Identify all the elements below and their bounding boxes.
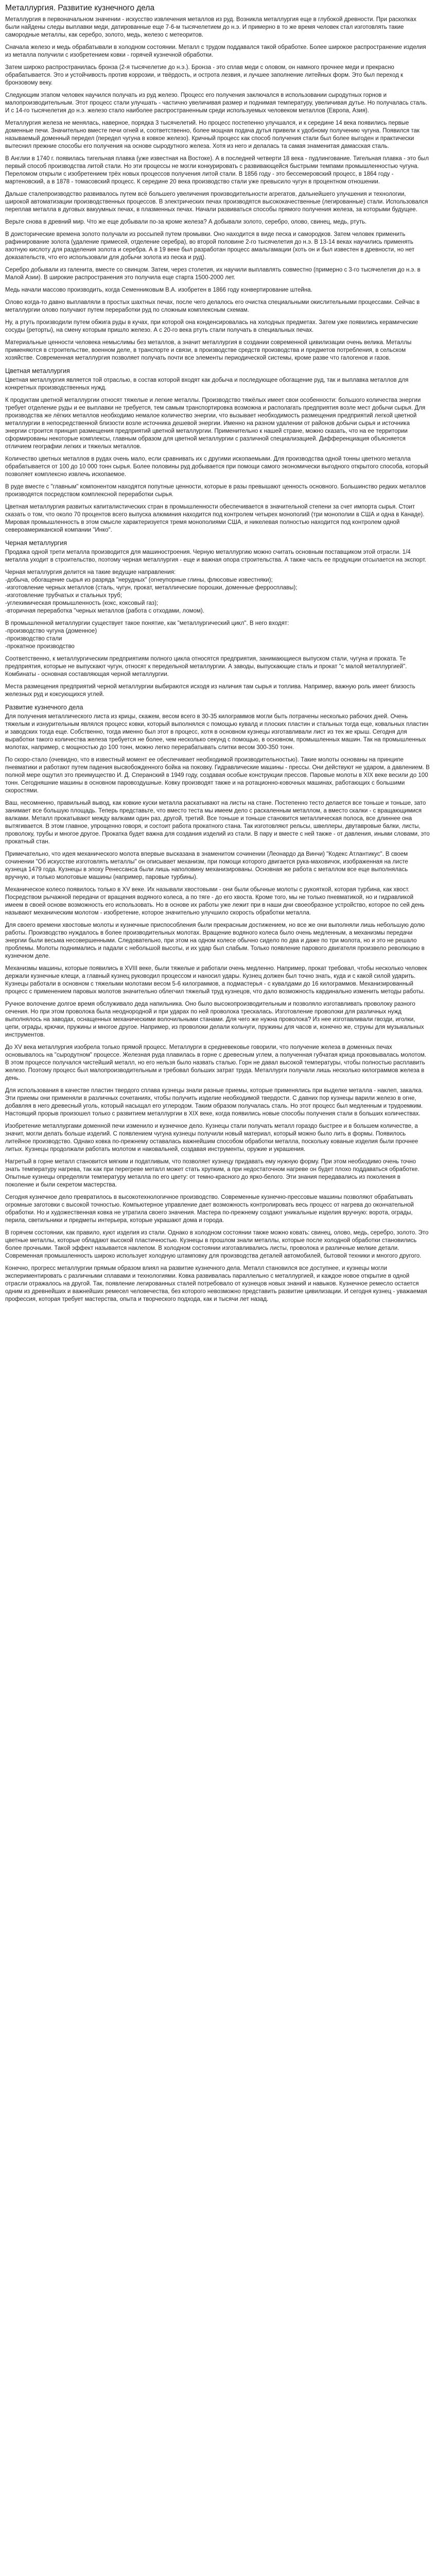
paragraph: Нагретый в горне металл становится мягким и податливым, что позволяет кузнецу придавать ему нужную форму. При этом необходимо очень точно знать температуру нагрева, так как при перегреве металл может стать хрупким, а при недостаточном нагреве он будет плохо поддаваться обработке. Опытные кузнецы определяли температуру металла по его цвету: от темно-красного до ярко-белого. Эти знания передавались из поколения в поколение и были секретом мастерства. — [5, 1159, 420, 1188]
paragraph: До XV века металлургия изобрела только прямой процесс. Металлурги в средневековье говорили, что получение железа в доменных печах основывалось на "сыродутном" процессе. Железная руда плавилась в горне с древесным углем, а полученная губчатая крица проковывалась молотом. В этом процессе получался чистейший металл, но его нельзя было назвать сталью. Горн не давал высокой температуры, чтобы полностью расплавить железо. Поэтому процесс был малопроизводительным и требовал больших затрат труда. Металлурги получали лишь несколько килограммов железа в день. — [5, 1044, 426, 1081]
paragraph: Конечно, прогресс металлургии прямым образом влиял на развитие кузнечного дела. Металл становился все доступнее, и кузнецы могли экспериментировать с различными сплавами и технологиями. Ковка развивалась параллельно с металлургией, и каждое новое открытие в одной отрасли отражалось на другой. Так, появление легированных сталей потребовало от кузнецов новых знаний и навыков. Кузнечное ремесло остается одним из древнейших и важнейших ремесел человечества, без которого невозможно представить развитие цивилизации. И сегодня кузнец - уважаемая профессия, которая требует мастерства, опыта и творческого подхода, как и тысячи лет назад. — [5, 1265, 427, 1302]
paragraph: Ваш, несомненно, правильный вывод, как ковкие куски металла раскатывают на листы на стане. Постепенно тесто делается все тоньше и тоньше, зато занимает все большую площадь. Теперь представьте, что вместо теста мы имеем дело с раскаленным металлом, а вместо скалки - с вращающимися валками. Металл прокатывают между валками один раз, другой, третий. Все тоньше и тоньше становится металлическая полоса, все длиннее она вытягивается. В этом главное, упрощенно говоря, и состоит работа прокатного стана. Так изготовляют рельсы, швеллеры, двутавровые балки, листы, проволоку, трубы и многое другое. Прокатка будет важна для создания изделий из стали. В пару и вместе с ней также - от давления, иными словами, это прокатный стан. — [5, 800, 430, 845]
paragraph: Затем широко распространилась бронза (2-я тысячелетие до н.э.). Бронза - это сплав меди с оловом, он намного прочнее меди и прекрасно обрабатывается. Это и устойчивость против коррозии, и твёрдость, и острота лезвия, и лучшее заполнение литейных форм. Это был переход к бронзовому веку. — [5, 64, 404, 86]
section-heading: Развитие кузнечного дела — [5, 704, 83, 711]
section-heading: Цветная металлургия — [5, 367, 70, 375]
paragraph: Механическое колесо появилось только в XV веке. Их называли хвостовыми - они были обычные молоты с рукояткой, которая турбина, как хвост. Посредством рычажной передачи от вращения водяного колеса, а по тяге - до его хвоста. Кроме того, мы не только пневматикой, но и гидравликой имеем в своей основе возможность его использовать. Но в основе их работы уже лежит при в наши дни своеобразное устройство, которое по сей день называют механическим молотом - изобретение, которое значительно улучшило скорость обработки металла. — [5, 887, 425, 916]
paragraph: В Англии в 1740 г. появилась тигельная плавка (уже известная на Востоке). А в последней четверти 18 века - пудлингование. Тигельная плавка - это был первый способ производства литой стали. Но эти процессы не могли конкурировать с развивающейся быстрыми темпами промышленностью чугуна. Переломом открыли с изобретением трёх новых процессов получения литой стали. В 1856 году - это бессемеровский процесс, в 1864 году - мартеновский, а в 1878 - томасовский процесс. К середине 20 века производство стали уже превысило чугун в процентном отношении. — [5, 156, 429, 185]
paragraph: В промышленной металлургии существует такое понятие, как "металлургический цикл". В него входят: -производство чугуна (доменное) -производство стали -прокатное производство — [5, 620, 289, 650]
paragraph: Цветная металлургия развитых капиталистических стран в промышленности обеспечивается в значительной степени за счет импорта сырья. Стоит сказать о том, что около 70 процентов всего выпуска алюминия находится под контролем четырех монополий (три монополии в США и одна в Канаде). Мировая промышленность в этом смысле характеризуется тремя монополиями США, и никелевая полностью находится под контролем одной североамериканской компании "Инко". — [5, 504, 425, 533]
paragraph: Дальше сталепроизводство развивалось путем всё большего увеличения производительности агрегатов, дальнейшего улучшения и технологии, широкой автоматизации производственных процессов. В электрических печах производятся высококачественные (легированные) стали. Использовался переплав металла в дуговых вакуумных печах, в плазменных печах. Начали развиваться способы прямого получения железа, за которыми будущее. — [5, 191, 428, 213]
paragraph: Серебро добывали из галенита, вместе со свинцом. Затем, через столетия, их научили выплавлять совместно (примерно с 3-го тысячелетия до н.э. в Малой Азии). В широкие распространения это получила еще старта 1500-2000 лет. — [5, 267, 421, 281]
paragraph: Сегодня кузнечное дело превратилось в высокотехнологичное производство. Современные кузнечно-прессовые машины позволяют обрабатывать огромные заготовки с высокой точностью. Компьютерное управление дает возможность контролировать весь процесс от нагрева до окончательной обработки. Но и художественная ковка не утратила своего значения. Мастера по-прежнему создают уникальные изделия вручную: ворота, ограды, перила, светильники и предметы интерьера, которые украшают дома и города. — [5, 1194, 414, 1224]
paragraph: Медь начали массово производить, когда Семенниковым В.А. изобретен в 1866 году конвертирование штейна. — [5, 287, 312, 293]
paragraph: Олово когда-то давно выплавляли в простых шахтных печах, после чего делалось его очистка специальными окислительными процессами. Сейчас в металлургии олово получают путем переработки руд по сложным комплексным схемам. — [5, 299, 420, 313]
paragraph: Следующим этапом человек научился получать из руд железо. Процесс его получения заключался в использовании сыродутных горнов и малопроизводительным. Этот процесс стали улучшать - частично увеличивая размер и поднимая температуру, увеличивая дутье. Но получалась сталь. И с 14-го тысячелетия до н.э. железо стало наиболее распространенным среди используемых человеком металлов (Европа, Азия). — [5, 92, 427, 114]
paragraph: Сначала железо и медь обрабатывали в холодном состоянии. Металл с трудом поддавался такой обработке. Более широкое распространение изделия из металла получили с изобретением ковки - горячей кузнечной обработки. — [5, 44, 426, 58]
paragraph: Для своего времени хвостовые молоты и кузнечные приспособления были прекрасным достижением, но все же они выполняли лишь небольшую долю работы. Производство нуждалось в более производительных молотах. Вращение водяного колеса было очень медленным, а механизмы передачи энергии были весьма несовершенными. Следовательно, при этом на одном колесе обычно сидело по два и даже по три молота, но и это не решало проблемы. Молоты поднимались и падали с небольшой высоты, и их удар был слабым. Только появление парового двигателя произвело революцию в кузнечном деле. — [5, 922, 425, 959]
paragraph: К продуктам цветной металлургии относят тяжелые и легкие металлы. Производство тяжёлых имеет свои особенности: большого количества энергии требует отделение руды и ее выплавки не требуется, тем самым транспортировка возможна и располагать предприятия возле мест добычи сырья. Для производства же лёгких металлов необходимо немалое количество энергии, что вызывает необходимость размещения предприятий легкой цветной металлургии в непосредственной близости возле источника дешевой энергии. Именно на разном удалении от районов добычи сырья и источника энергии строится принцип размещения предприятий цветной металлургии. Применительно к нашей стране, можно сказать, что на ее территории сформированы некоторые комплексы, главным образом для цветной металлургии с различной специализацией. Дифференциация объясняется отличием географии легких и тяжелых металлов. — [5, 397, 426, 450]
paragraph: В доисторические времена золото получали из россыпей путем промывки. Оно находится в виде песка и самородков. Затем человек применить рафинирование золота (удаление примесей, отделение серебра), во второй половине 2-го тысячелетия до н.э. В 13-14 веках научились применять азотную кислоту для разделения золота и серебра. А в 19 веке был разработан процесс амальгамации (хоть он и был известен в древности, но нет доказательств, что его использовали для добычи золота из песка и руд). — [5, 231, 415, 261]
paragraph: Ну, а ртуть производили путем обжига руды в кучах, при которой она конденсировалась на холодных предметах. Затем уже появились керамические сосуды (реторты), на смену которым пришло железо. А с 20-го века ртуть стали получать в специальных печах. — [5, 319, 418, 333]
paragraph: Продажа одной трети металла производится для машиностроения. Черную металлургию можно считать основным поставщиком этой отрасли. 1/4 металла уходит в строительство, поэтому черная металлургия - еще и важная опора строительства. А также часть ее продукции отсылается на экспорт. — [5, 549, 427, 563]
paragraph: Примечательно, что идея механического молота впервые высказана в знаменитом сочинении (Леонардо да Винчи) "Кодекс Атлантикус". В своем сочинении "Об искусстве изготовлять металлы" он описывает механизм, при помощи которого двигается рука-маховичок, изображенная на листе кузнеца 1479 года. Кузнецы в эпоху Ренессанса были лишь наполовину механизированы. Основная же работа с металлом все еще выполнялась вручную, и только молотовые машины (например, паровые турбины). — [5, 851, 408, 880]
paragraph: Количество цветных металлов в рудах очень мало, если сравнивать их с другими ископаемыми. Для производства одной тонны цветного металла обрабатывается от 100 до 10 000 тонн сырья. Более половины руд добывается при помощи самого экономически выгодного открытого способа, который позволяет комплексно извлечь ископаемое. — [5, 456, 428, 478]
paragraph: Металлургия в первоначальном значении - искусство извлечения металлов из руд. Возникла металлургия еще в глубокой древности. При раскопках были найдены следы выплавки меди, датированные еще 7-6-м тысячелетием до н.э. И примерно в то же время человек стал изготовлять такие самородные металлы, как серебро, золото, медь, железо с метеоритов. — [5, 16, 416, 38]
page-title: Металлургия. Развитие кузнечного дела — [5, 4, 155, 12]
paragraph: По скоро-стало (очевидно, что в известный момент ее обеспечивает необходимой производительностью). Такие молоты основаны на принципе пневматики и работают путем падения высвобожденного бойка на поковку. Гидравлические машины - прессы. Они действуют не ударом, а давлением. В полной мере ощутил это преимущество И. Д. Сперанский в 1949 году, создавая особые конструкции прессов. Паровые молоты в XIX веке весили до 100 тонн. Сегодняшние машины в основном паровоздушные. Ковку производят также и на ротационно-ковочных машинах, работающих с большими скоростями. — [5, 757, 430, 794]
paragraph: Изобретение металлургами доменной печи изменило и кузнечное дело. Кузнецы стали получать металл гораздо быстрее и в большем количестве, а значит, могли делать больше изделий. С появлением чугуна кузнецы получили новый материал, который можно было лить в формы. Появилось литейное производство. Однако ковка по-прежнему оставалась важнейшим способом обработки металла, поскольку кованые изделия были прочнее литых. Кузнецы продолжали работать молотом и наковальней, создавая инструменты, оружие и украшения. — [5, 1123, 418, 1153]
paragraph: В горячем состоянии, как правило, куют изделия из стали. Однако в холодном состоянии также можно ковать: свинец, олово, медь, серебро, золото. Это цветные металлы, которые обладают высокой пластичностью. Кузнецы в прошлом знали металлы, которые после холодной обработки становились более прочными. Такой эффект называется наклепом. В холодном состоянии изготавливались листы, проволока и различные мелкие детали. Современная промышленность широко использует холодную штамповку для производства деталей автомобилей, бытовой техники и многого другого. — [5, 1230, 429, 1259]
document-body — [5, 16, 431, 1303]
paragraph: Черная металлургия делится на такие ведущие направления: -добыча, обогащение сырья из разряда "нерудных" (огнеупорные глины, флюсовые известняки); -изготовление черных металлов (сталь, чугун, прокат, металлические порошки, доменные ферросплавы); -изготовление трубчатых и стальных труб; -углехимическая промышленность (кокс, коксовый газ); -вторичная переработка "черных металлов (работа с отходами, ломом). — [5, 569, 298, 614]
section-heading: Черная металлургия — [5, 539, 67, 547]
paragraph: Материальные ценности человека немыслимы без металлов, а значит металлургия в создании современной цивилизации очень велика. Металлы применяются в строительстве, военном деле, в транспорте и связи, в производстве средств производства и предметов потребления, в сельском хозяйстве. Современная металлургия позволяет получать почти все элементы периодической системы, кроме разве что галогенов и газов. — [5, 340, 412, 361]
paragraph: Для получения металлического листа из крицы, скажем, весом всего в 30-35 килограммов могли быть потрачены несколько рабочих дней. Очень тяжелым и изнурительным являлся процесс ковки, который выполнялся с помощью кувалд и плоских пластин и стальных тогда еще, ковальных пластин и заводских тогда еще. Собственно, тогда именно был этот в процесс, хотя в основном кузнецы изготавливали лист из тех же крыш. Сегодня для выработки такого количества железа требуется не более, чем несколько секунд с помощью, в основном, промышленных машин. Так на промышленных молотах, например, с мощностью до 100 тонн, можно легко перерабатывать слитки весом 300-350 тонн. — [5, 714, 429, 751]
paragraph: Для использования в качестве пластин твердого сплава кузнецы знали разные приемы, которые применялись при выделке металла - наклеп, закалка. Эти приемы они применяли в различных сочетаниях, чтобы получить изделие необходимой твердости. С давних пор кузнецы варили железо в огне, добавляя в него древесный уголь, который насыщал его углеродом. Таким образом получалась сталь. Но этот процесс был медленным и трудоемким. Настоящий прорыв произошел только с развитием металлургии в XIX веке, когда появились новые способы получения стали в больших количествах. — [5, 1088, 423, 1117]
paragraph: Верьте снова в древний мир. Что же еще добывали по-за кроме железа? А добывали золото, серебро, олово, свинец, медь, ртуть. — [5, 219, 367, 225]
paragraph: Ручное волочение долгое время обслуживало деда напильника. Оно было высокопроизводительным и позволяло изготавливать проволоку разного сечения. Но при этом проволока была неоднородной и при ударах по ней проволока трескалась. Изготовление проволоки для различных нужд выполнялось на заводах, оснащенных механическими волочильными станами. Для чего же нужна проволока? Из нее изготавливали гвозди, иголки, цепи, ограды, крючки, пружины и многое другое. Например, из проволоки делали кольчуги, пружины для часов и, конечно же, струны для музыкальных инструментов. — [5, 1001, 424, 1038]
paragraph: Механизмы машины, которые появились в XVIII веке, были тяжелые и работали очень медленно. Например, прокат требовал, чтобы несколько человек держали кузнечные клещи, а главный кузнец руководил процессом и наносил удары. Кузнец должен был точно знать, куда и с какой силой ударить. Кузнецы работали в основном с тяжелыми молотами весом 5-6 килограммов, а подмастерья - с кувалдами до 16 килограммов. Механизированный процесс с применением паровых молотов значительно облегчил тяжелый труд кузнецов, что дало возможность кардинально изменить методы работы. — [5, 965, 427, 995]
paragraph: В руде вместе с "главным" компонентом находятся попутные ценности, которые в разы превышают ценность основного. Большинство редких металлов производятся посредством комплексной переработки сырья. — [5, 484, 426, 498]
paragraph: Металлургия железа не менялась, наверное, порядка 3 тысячелетий. Но процесс постепенно улучшался, и к середине 14 века появились первые доменные печи. Значительно вместе печи огней и, соответственно, более мощная подача дутья привели к удобному получению чугуна. Появился так называемый доменный передел (передел чугуна в ковкое железо). Кричный процесс как способ получения стали был более выгоден и практически вытеснил прежние способы его получения на основе сыродутного железа. Хотя из него и делалась та самая знаменитая дамасская сталь. — [5, 120, 420, 149]
paragraph: Места размещения предприятий черной металлургии выбираются исходя из наличия там сырья и топлива. Например, важную роль имеет близость железных руд и коксующихся углей. — [5, 684, 415, 698]
paragraph: Цветная металлургия является той отраслью, в состав которой входят как добыча и последующее обогащение руд, так и выплавка металлов для конкретных производственных нужд. — [5, 377, 409, 391]
paragraph: Соответственно, к металлургическим предприятиям полного цикла относятся предприятия, занимающиеся выпуском стали, чугуна и проката. Те предприятия, которые не выпускают чугун, относят к передельной металлургии. А заводы, выпускающие сталь и прокат "с малой металлургией". Комбинаты - основная составляющая черной металлургии. — [5, 656, 407, 677]
